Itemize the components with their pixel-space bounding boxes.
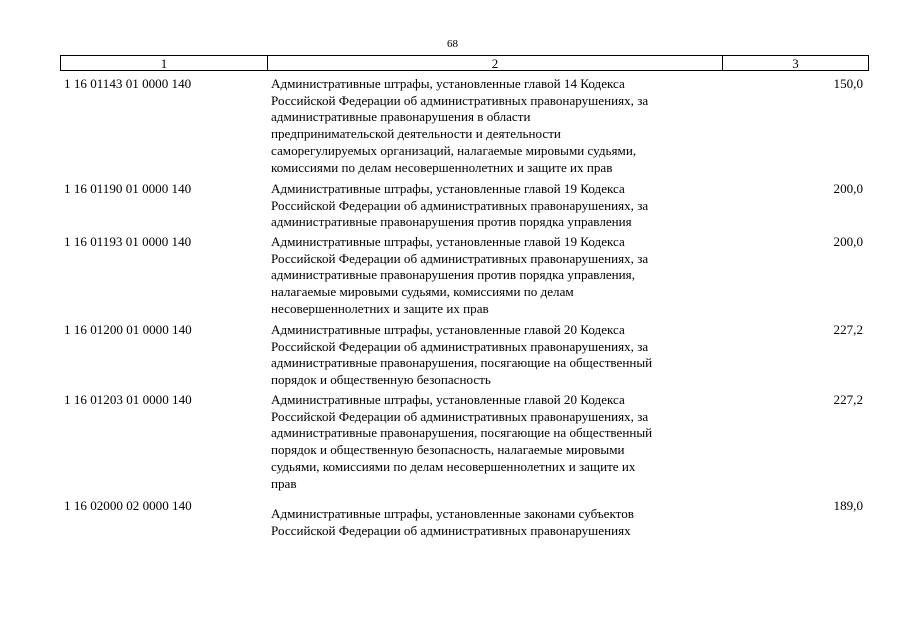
description-line: Российской Федерации об административных правонарушениях, за	[271, 338, 649, 354]
amount-value: 227,2	[833, 392, 863, 407]
description-line: Российской Федерации об административных правонарушениях, за	[271, 408, 649, 424]
amount-value: 150,0	[833, 76, 863, 91]
row-description	[271, 392, 721, 492]
amount-value: 227,2	[833, 322, 863, 337]
description-line: саморегулируемых организаций, налагаемые мировыми судьями,	[271, 142, 637, 158]
budget-code: 1 16 01203 01 0000 140	[64, 392, 192, 407]
description-line: Административные штрафы, установленные главой 20 Кодекса	[271, 322, 625, 337]
description-line: порядок и общественную безопасность, налагаемые мировыми	[271, 442, 625, 458]
header-col-1: 1	[61, 56, 268, 70]
row-description	[271, 322, 721, 389]
description-line: комиссиями по делам несовершеннолетних и защите их прав	[271, 159, 613, 175]
description-line: административные правонарушения, посягающие на общественный	[271, 355, 653, 371]
description-line: административные правонарушения против порядка управления	[271, 214, 632, 230]
row-description	[271, 234, 721, 318]
description-line: Административные штрафы, установленные законами субъектов	[271, 506, 634, 521]
description-line: административные правонарушения, посягающие на общественный	[271, 425, 653, 441]
header-col-3: 3	[792, 56, 799, 71]
amount-value: 189,0	[833, 498, 863, 513]
row-description	[271, 181, 721, 231]
description-line: административные правонарушения против порядка управления,	[271, 267, 635, 283]
header-col-2: 2	[268, 56, 723, 70]
description-line: несовершеннолетних и защите их прав	[271, 300, 489, 316]
description-line: Административные штрафы, установленные главой 20 Кодекса	[271, 392, 625, 407]
description-line: предпринимательской деятельности и деятельности	[271, 126, 561, 142]
page-number: 68	[447, 38, 458, 50]
description-line: Российской Федерации об административных правонарушениях, за	[271, 197, 649, 213]
description-line: Административные штрафы, установленные главой 14 Кодекса	[271, 76, 625, 91]
description-line: судьями, комиссиями по делам несовершеннолетних и защите их	[271, 458, 636, 474]
description-line: Российской Федерации об административных правонарушениях, за	[271, 92, 649, 108]
budget-code: 1 16 01193 01 0000 140	[64, 234, 192, 249]
amount-value: 200,0	[833, 181, 863, 196]
description-line: Российской Федерации об административных правонарушениях, за	[271, 250, 649, 266]
description-line: Административные штрафы, установленные главой 19 Кодекса	[271, 234, 625, 249]
description-line: налагаемые мировыми судьями, комиссиями по делам	[271, 284, 574, 300]
amount-value: 200,0	[833, 234, 863, 249]
table-header	[60, 55, 869, 71]
budget-code: 1 16 01200 01 0000 140	[64, 322, 192, 337]
description-line: Административные штрафы, установленные главой 19 Кодекса	[271, 181, 625, 196]
row-description	[271, 76, 721, 176]
budget-code: 1 16 01143 01 0000 140	[64, 76, 192, 91]
description-line: порядок и общественную безопасность	[271, 372, 491, 388]
budget-code: 1 16 01190 01 0000 140	[64, 181, 192, 196]
description-line: Российской Федерации об административных правонарушениях	[271, 522, 631, 538]
description-line: прав	[271, 475, 297, 491]
description-line: административные правонарушения в области	[271, 109, 531, 125]
budget-code: 1 16 02000 02 0000 140	[64, 498, 192, 513]
row-description	[271, 506, 721, 539]
